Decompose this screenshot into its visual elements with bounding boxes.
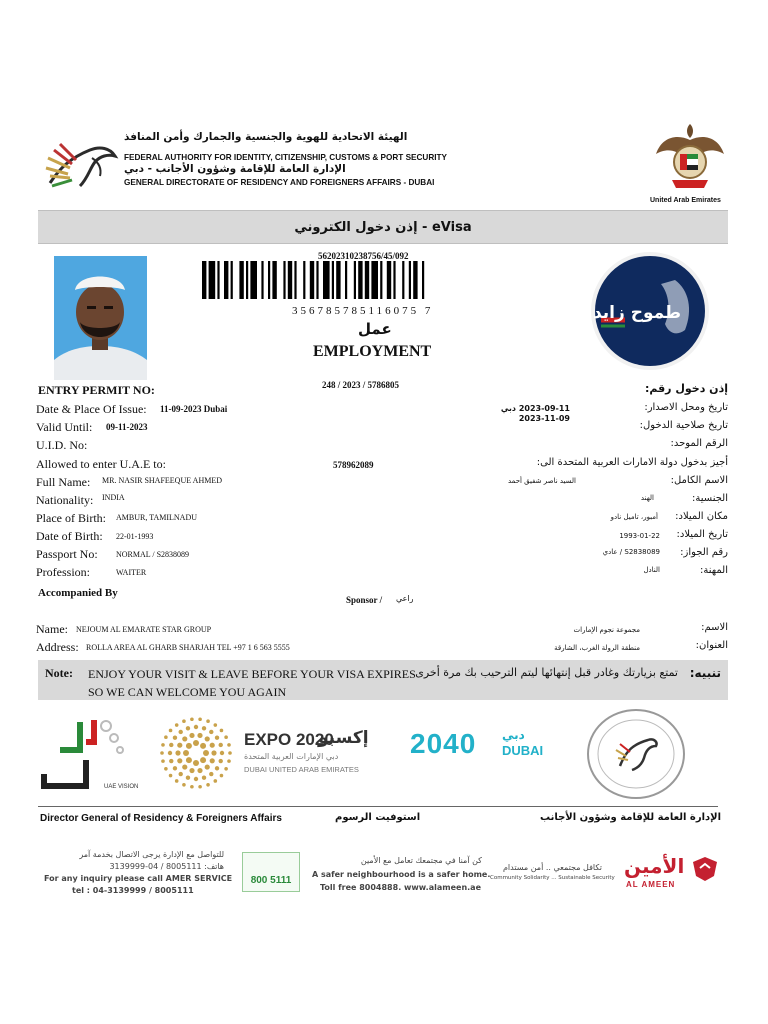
- expo-emblem-dot: [220, 751, 224, 755]
- entry-permit-label: ENTRY PERMIT NO:: [38, 383, 155, 397]
- federal-authority-falcon-logo: [40, 128, 120, 196]
- barcode-bar: [209, 261, 216, 299]
- sponsor-label: Sponsor /: [346, 595, 383, 605]
- barcode-bar: [217, 261, 219, 299]
- expo-emblem-dot: [161, 743, 165, 747]
- uid-label: U.I.D. No:: [36, 438, 88, 452]
- barcode-bar: [393, 261, 395, 299]
- full-name-label: Full Name:: [36, 475, 91, 489]
- barcode-bar: [402, 261, 404, 299]
- date-of-birth-label: Date of Birth:: [36, 529, 103, 543]
- note-label-arabic: تنبيه:: [689, 666, 721, 680]
- date-of-birth-value: 22-01-1993: [116, 532, 154, 541]
- occupation-arabic: عمل: [358, 320, 392, 338]
- expo-emblem-dot: [179, 772, 183, 776]
- expo-emblem-dot: [164, 735, 168, 739]
- barcode-bar: [246, 261, 248, 299]
- service-number: 800 5111: [250, 875, 292, 886]
- expo-emblem-dot: [186, 757, 192, 763]
- note-label: Note:: [45, 666, 73, 680]
- expo-emblem-dot: [168, 751, 172, 755]
- expo-emblem-dot: [211, 750, 216, 755]
- dubai-2040-number: 2040: [410, 728, 477, 759]
- full-name-value: MR. NASIR SHAFEEQUE AHMED: [102, 476, 223, 485]
- expo-emblem-dot: [177, 758, 182, 763]
- expo-emblem-dot: [177, 743, 182, 748]
- note-bar: [38, 660, 728, 700]
- expo-emblem-dot: [190, 717, 194, 721]
- valid-until-label: Valid Until:: [36, 420, 93, 434]
- amer-tel-english: tel : 04-3139999 / 8005111: [72, 886, 194, 895]
- expo-emblem-dot: [214, 779, 218, 783]
- expo-emblem-dot: [200, 757, 206, 763]
- barcode-bar: [283, 261, 285, 299]
- barcode-bar: [365, 261, 369, 299]
- barcode-bar: [231, 261, 233, 299]
- place-of-birth-value: AMBUR, TAMILNADU: [116, 513, 197, 522]
- amer-info-english: For any inquiry please call AMER SERVICE: [44, 874, 233, 883]
- alameen-english-line2: Toll free 8004888. www.alameen.ae: [320, 883, 481, 892]
- alameen-english-line1: A safer neighbourhood is a safer home.: [312, 870, 491, 879]
- expo-emblem-dot: [203, 750, 209, 756]
- passport-value: NORMAL / S2838089: [116, 550, 190, 559]
- fees-paid-arabic: استوفيت الرسوم: [335, 812, 421, 823]
- barcode-bar: [371, 261, 378, 299]
- expo-emblem-dot: [182, 783, 186, 787]
- sponsor-name-label-arabic: الاسم:: [701, 622, 728, 633]
- official-seal: [584, 706, 688, 802]
- uae-label: United Arab Emirates: [650, 197, 721, 204]
- note-text-arabic: تمتع بزيارتك وغادر قبل إنتهائها ليتم الترحيب بك مرة أخرى: [415, 666, 678, 679]
- expo-emblem-dot: [186, 776, 190, 780]
- profession-label: Profession:: [36, 565, 90, 579]
- expo-subtitle-english: DUBAI UNITED ARAB EMIRATES: [244, 765, 359, 774]
- full-name-label-arabic: الاسم الكامل:: [670, 475, 728, 486]
- expo-emblem-dot: [169, 729, 173, 733]
- profession-value: WAITER: [116, 568, 147, 577]
- expo-emblem-dot: [210, 743, 215, 748]
- amer-tel-arabic: هاتف: 8005111 / 04-3139999: [109, 862, 224, 871]
- sponsor-label-arabic: راعي: [396, 594, 414, 603]
- uae-emblem-logo: [652, 118, 728, 196]
- expo-emblem-dot: [164, 767, 168, 771]
- expo-emblem-dot: [219, 759, 223, 763]
- date-of-birth-value-arabic: 1993-01-22: [619, 532, 660, 540]
- expo-emblem-dot: [224, 767, 228, 771]
- expo-emblem-dot: [209, 730, 213, 734]
- issue-label-arabic: تاريخ ومحل الاصدار:: [644, 402, 728, 413]
- solidarity-english: Community Solidarity ... Sustainable Security: [490, 875, 615, 881]
- expo-arabic-text: إكسبو: [318, 728, 369, 748]
- barcode-bar: [224, 261, 228, 299]
- expo-emblem-dot: [182, 764, 187, 769]
- expo-emblem-dot: [224, 735, 228, 739]
- expo-emblem-dot: [189, 768, 194, 773]
- sponsor-name-value-arabic: مجموعة نجوم الإمارات: [573, 626, 640, 634]
- expo-emblem-dot: [206, 719, 210, 723]
- expo-emblem-dot: [161, 759, 165, 763]
- note-text: ENJOY YOUR VISIT & LEAVE BEFORE YOUR VISA EXPIRES SO WE CAN WELCOME YOU AGAIN: [88, 667, 416, 699]
- uae-vision-logo: [40, 712, 139, 792]
- alameen-arabic: كن آمنا في مجتمعك تعامل مع الأمين: [360, 856, 482, 865]
- expo-emblem-dot: [189, 733, 194, 738]
- nationality-label: Nationality:: [36, 493, 94, 507]
- service-800-logo: [242, 852, 300, 892]
- expo-emblem-dot: [198, 717, 202, 721]
- barcode-bar: [409, 261, 411, 299]
- address-label: Address:: [36, 640, 79, 654]
- expo-emblem-dot: [193, 760, 199, 766]
- profession-label-arabic: المهنة:: [700, 565, 728, 576]
- expo-emblem-dot: [169, 759, 173, 763]
- nationality-value-arabic: الهند: [640, 494, 654, 502]
- evisa-title: إذن دخول الكتروني - eVisa: [294, 220, 472, 235]
- zayed-ambition-badge: [585, 250, 715, 372]
- expo-emblem-dot: [173, 766, 177, 770]
- expo-emblem-dot: [179, 730, 183, 734]
- allowed-to-enter-value: 578962089: [333, 460, 374, 470]
- accompanied-by-label: Accompanied By: [38, 587, 118, 599]
- place-of-birth-label-arabic: مكان الميلاد:: [675, 511, 728, 522]
- dubai-arabic-text: دبي: [502, 728, 525, 742]
- barcode-bar: [354, 261, 356, 299]
- expo-emblem-dot: [205, 764, 210, 769]
- barcode-bar: [345, 261, 347, 299]
- expo-emblem-dot: [200, 743, 206, 749]
- director-general-english: Director General of Residency & Foreigners Affairs: [40, 813, 282, 824]
- entry-permit-label-arabic: إذن دخول رقم:: [644, 382, 728, 395]
- barcode-bar: [413, 261, 417, 299]
- expo-emblem-dot: [197, 733, 202, 738]
- barcode-bar: [272, 261, 276, 299]
- expo-emblem-dot: [160, 751, 164, 755]
- address-value: ROLLA AREA AL GHARB SHARJAH TEL +97 1 6 563 5555: [86, 643, 290, 652]
- barcode-bar: [202, 261, 206, 299]
- barcode-digits: 356785785116075 7: [292, 305, 434, 317]
- barcode-top-number: 56202310238756/45/092: [318, 251, 409, 261]
- expo-2020-text: EXPO 2020: [244, 730, 334, 749]
- uid-label-arabic: الرقم الموحد:: [670, 438, 728, 449]
- expo-emblem-dot: [220, 774, 224, 778]
- sponsor-name-label: Name:: [36, 622, 68, 636]
- expo-emblem-dot: [198, 785, 202, 789]
- barcode-bar: [239, 261, 243, 299]
- barcode-bar: [332, 261, 334, 299]
- expo-emblem-dot: [227, 759, 231, 763]
- barcode-bar: [380, 261, 382, 299]
- valid-until-label-arabic: تاريخ صلاحية الدخول:: [639, 420, 728, 431]
- expo-emblem-dot: [215, 736, 219, 740]
- expo-emblem-dot: [173, 736, 177, 740]
- barcode-bar: [316, 261, 318, 299]
- valid-until-value-arabic: 2023-11-09: [518, 414, 570, 423]
- expo-emblem-dot: [227, 743, 231, 747]
- nationality-value: INDIA: [102, 493, 125, 502]
- uae-vision-text: UAE VISION: [104, 784, 139, 790]
- expo-emblem-dot: [182, 736, 187, 741]
- expo-emblem-dot: [186, 743, 192, 749]
- expo-emblem-dot: [228, 751, 232, 755]
- barcode-bar: [387, 261, 391, 299]
- solidarity-arabic: تكافل مجتمعي .. أمن مستدام: [502, 863, 602, 872]
- evisa-title-bar: [38, 210, 728, 244]
- expo-emblem-dot: [209, 772, 213, 776]
- alameen-logo-arabic: الأمين: [624, 854, 685, 878]
- allowed-to-enter-label-arabic: أجيز بدخول دولة الامارات العربية المتحدة الى:: [536, 457, 728, 468]
- expo-emblem-dot: [215, 766, 219, 770]
- sponsor-name-value: NEJOUM AL EMARATE STAR GROUP: [76, 625, 212, 634]
- issue-value: 11-09-2023 Dubai: [160, 404, 228, 414]
- barcode-bar: [250, 261, 257, 299]
- expo-emblem-dot: [190, 785, 194, 789]
- occupation-english: EMPLOYMENT: [313, 343, 432, 360]
- expo-emblem-dot: [205, 736, 210, 741]
- expo-2020-emblem: [156, 713, 236, 793]
- expo-emblem-dot: [194, 725, 198, 729]
- address-value-arabic: منطقة الرولة الغرب، الشارقة: [554, 644, 640, 652]
- barcode-bar: [323, 261, 330, 299]
- barcode-bar: [294, 261, 296, 299]
- date-of-birth-label-arabic: تاريخ الميلاد:: [676, 529, 728, 540]
- expo-subtitle-arabic: دبي الإمارات العربية المتحدة: [244, 752, 339, 761]
- barcode-bar: [422, 261, 424, 299]
- barcode-bar: [261, 261, 263, 299]
- nationality-label-arabic: الجنسية:: [692, 493, 728, 504]
- expo-emblem-dot: [183, 750, 189, 756]
- expo-emblem-dot: [219, 743, 223, 747]
- expo-emblem-dot: [175, 750, 180, 755]
- expo-emblem-dot: [169, 774, 173, 778]
- badge-text: طموح زايد: [592, 303, 682, 323]
- barcode-bar: [336, 261, 340, 299]
- alameen-logo-english: AL AMEEN: [626, 880, 676, 889]
- barcode: [202, 261, 542, 299]
- passport-value-arabic: S2838089 / عادي: [602, 548, 660, 556]
- issue-value-arabic: 2023-09-11 دبي: [500, 404, 570, 413]
- entry-permit-value: 248 / 2023 / 5786805: [322, 380, 400, 390]
- barcode-bar: [310, 261, 314, 299]
- barcode-bar: [358, 261, 362, 299]
- expo-emblem-dot: [202, 726, 206, 730]
- authority-name-english: FEDERAL AUTHORITY FOR IDENTITY, CITIZENSHIP, CUSTOMS & PORT SECURITY: [124, 153, 447, 162]
- directorate-name-english: GENERAL DIRECTORATE OF RESIDENCY AND FOREIGNERS AFFAIRS - DUBAI: [124, 178, 435, 187]
- expo-emblem-dot: [214, 723, 218, 727]
- expo-emblem-dot: [169, 743, 173, 747]
- address-label-arabic: العنوان:: [695, 640, 728, 651]
- alameen-logo: [622, 852, 722, 892]
- issue-label: Date & Place Of Issue:: [36, 402, 147, 416]
- barcode-bar: [268, 261, 270, 299]
- footer-separator: [38, 806, 718, 807]
- place-of-birth-label: Place of Birth:: [36, 511, 106, 525]
- passport-label: Passport No:: [36, 547, 98, 561]
- barcode-bar: [303, 261, 305, 299]
- expo-emblem-dot: [202, 776, 206, 780]
- expo-emblem-dot: [175, 779, 179, 783]
- passport-label-arabic: رقم الجواز:: [680, 547, 728, 558]
- place-of-birth-value-arabic: أمبور، تاميل نادو: [610, 513, 658, 521]
- dubai-english-text: DUBAI: [502, 743, 544, 758]
- expo-emblem-dot: [210, 758, 215, 763]
- expo-emblem-dot: [182, 719, 186, 723]
- directorate-name-arabic: الإدارة العامة للإقامة وشؤون الأجانب - دبي: [124, 163, 346, 175]
- expo-emblem-dot: [220, 729, 224, 733]
- amer-info-arabic: للتواصل مع الإدارة يرجى الاتصال بخدمة آمر: [79, 850, 224, 859]
- expo-emblem-dot: [193, 740, 199, 746]
- authority-name-arabic: الهيئة الاتحادية للهوية والجنسية والجمارك وأمن المنافذ: [124, 131, 408, 143]
- expo-emblem-dot: [186, 726, 190, 730]
- holder-photo: [54, 256, 147, 380]
- director-general-arabic: الإدارة العامة للإقامة وشؤون الأجانب: [540, 812, 722, 823]
- expo-emblem-dot: [194, 777, 198, 781]
- alameen-shield-icon: [692, 856, 718, 882]
- expo-emblem-dot: [175, 723, 179, 727]
- valid-until-value: 09-11-2023: [106, 422, 148, 432]
- expo-emblem-dot: [197, 768, 202, 773]
- expo-emblem-dot: [206, 783, 210, 787]
- full-name-value-arabic: السيد ناصر شفيق أحمد: [507, 477, 576, 485]
- profession-value-arabic: النادل: [643, 566, 660, 574]
- allowed-to-enter-label: Allowed to enter U.A.E to:: [36, 457, 166, 471]
- barcode-bar: [288, 261, 292, 299]
